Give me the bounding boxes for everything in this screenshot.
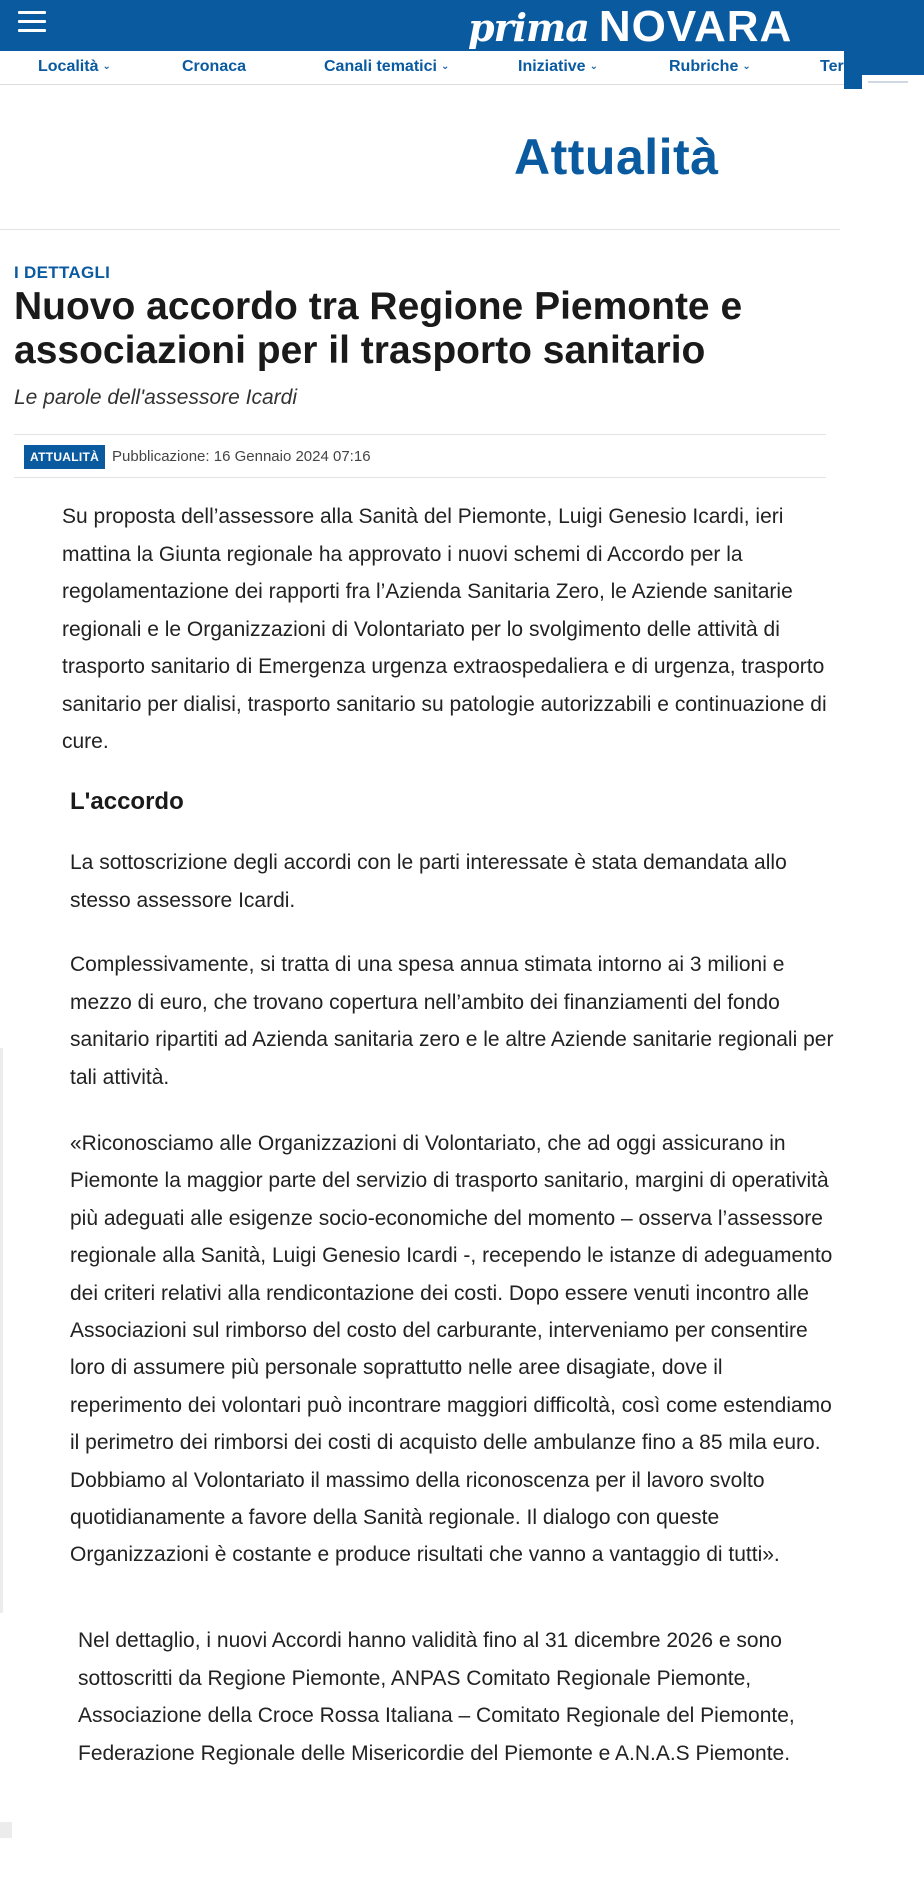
main-nav	[0, 51, 924, 85]
top-bar	[0, 0, 924, 51]
logo-prima: prima	[468, 5, 589, 50]
logo-novara: NOVARA	[598, 2, 793, 51]
nav-item-rubriche[interactable]: Rubriche ⌄	[669, 58, 751, 75]
nav-item-iniziative[interactable]: Iniziative ⌄	[518, 58, 598, 75]
left-edge-divider	[0, 1048, 3, 1613]
divider	[14, 434, 826, 435]
article-headline: Nuovo accordo tra Regione Piemonte e associazioni per il trasporto sanitario	[14, 285, 743, 372]
article-paragraph: La sottoscrizione degli accordi con le parti interessate è stata demandata allo stesso assessore Icardi.	[70, 851, 787, 912]
chevron-down-icon: ⌄	[742, 61, 751, 72]
article-quote-paragraph: «Riconosciamo alle Organizzazioni di Volontariato, che ad oggi assicurano in Piemonte la maggior parte del servizio di trasporto sanitario, margini di operatività più adeguati alle esigenze socio-economiche del momento – osserva l’assessore regionale alla Sanità, Luigi Genesio Icardi -, recependo le istanze di adeguamento dei criteri relativi alla rendicontazione dei costi. Dopo essere venuti incontro alle Associazioni sul rimborso del costo del carburante, interveniamo per consentire loro di assumere più personale soprattutto nelle aree disagiate, dove il reperimento dei volontari può incontrare maggiori difficoltà, così come estendiamo il perimetro dei rimborsi dei costi di acquisto delle ambulanze fino a 85 mila euro. Dobbiamo al Volontariato il massimo della riconoscenza per il lavoro svolto quotidianamente a favore della Sanità regionale. Il dialogo con queste Organizzazioni è costante e produce risultati che vanno a vantaggio di tutti».	[70, 1132, 833, 1567]
left-edge-divider	[0, 1822, 12, 1838]
article-kicker: I DETTAGLI	[14, 263, 111, 282]
nav-item-cronaca[interactable]: Cronaca	[182, 58, 247, 75]
article-subheading: L'accordo	[70, 788, 184, 815]
category-badge[interactable]: ATTUALITÀ	[24, 445, 105, 469]
publication-date: Pubblicazione: 16 Gennaio 2024 07:16	[112, 448, 371, 465]
chevron-down-icon: ⌄	[440, 61, 450, 72]
side-panel-tab[interactable]	[844, 51, 924, 89]
divider	[14, 477, 826, 478]
menu-icon[interactable]	[18, 11, 46, 35]
article-paragraph: Nel dettaglio, i nuovi Accordi hanno validità fino al 31 dicembre 2026 e sono sottoscritti da Regione Piemonte, ANPAS Comitato Regionale Piemonte, Associazione della Croce Rossa Italiana – Comitato Regionale del Piemonte, Federazione Regionale delle Misericordie del Piemonte e A.N.A.S Piemonte.	[78, 1629, 795, 1765]
divider	[0, 229, 840, 230]
site-logo[interactable]	[468, 2, 792, 50]
article-paragraph: Complessivamente, si tratta di una spesa annua stimata intorno ai 3 milioni e mezzo di euro, che trovano copertura nell’ambito dei finanziamenti del fondo sanitario ripartiti ad Azienda sanitaria zero e le altre Aziende sanitarie regionali per tali attività.	[70, 953, 834, 1089]
article-paragraph: Su proposta dell’assessore alla Sanità del Piemonte, Luigi Genesio Icardi, ieri mattina la Giunta regionale ha approvato i nuovi schemi di Accordo per la regolamentazione dei rapporti fra l’Azienda Sanitaria Zero, le Aziende sanitarie regionali e le Organizzazioni di Volontariato per lo svolgimento delle attività di trasporto sanitario di Emergenza urgenza extraospedaliera e di urgenza, trasporto sanitario per dialisi, trasporto sanitario su patologie autorizzabili e continuazione di cure.	[62, 505, 827, 753]
chevron-down-icon: ⌄	[102, 61, 111, 72]
article-subtitle: Le parole dell'assessore Icardi	[14, 386, 297, 409]
nav-item-localita[interactable]: Località ⌄	[38, 58, 111, 75]
nav-item-ter[interactable]: Ter	[820, 58, 844, 75]
nav-item-canali-tematici[interactable]: Canali tematici ⌄	[324, 58, 450, 75]
chevron-down-icon: ⌄	[589, 61, 598, 72]
section-title[interactable]: Attualità	[514, 129, 719, 185]
